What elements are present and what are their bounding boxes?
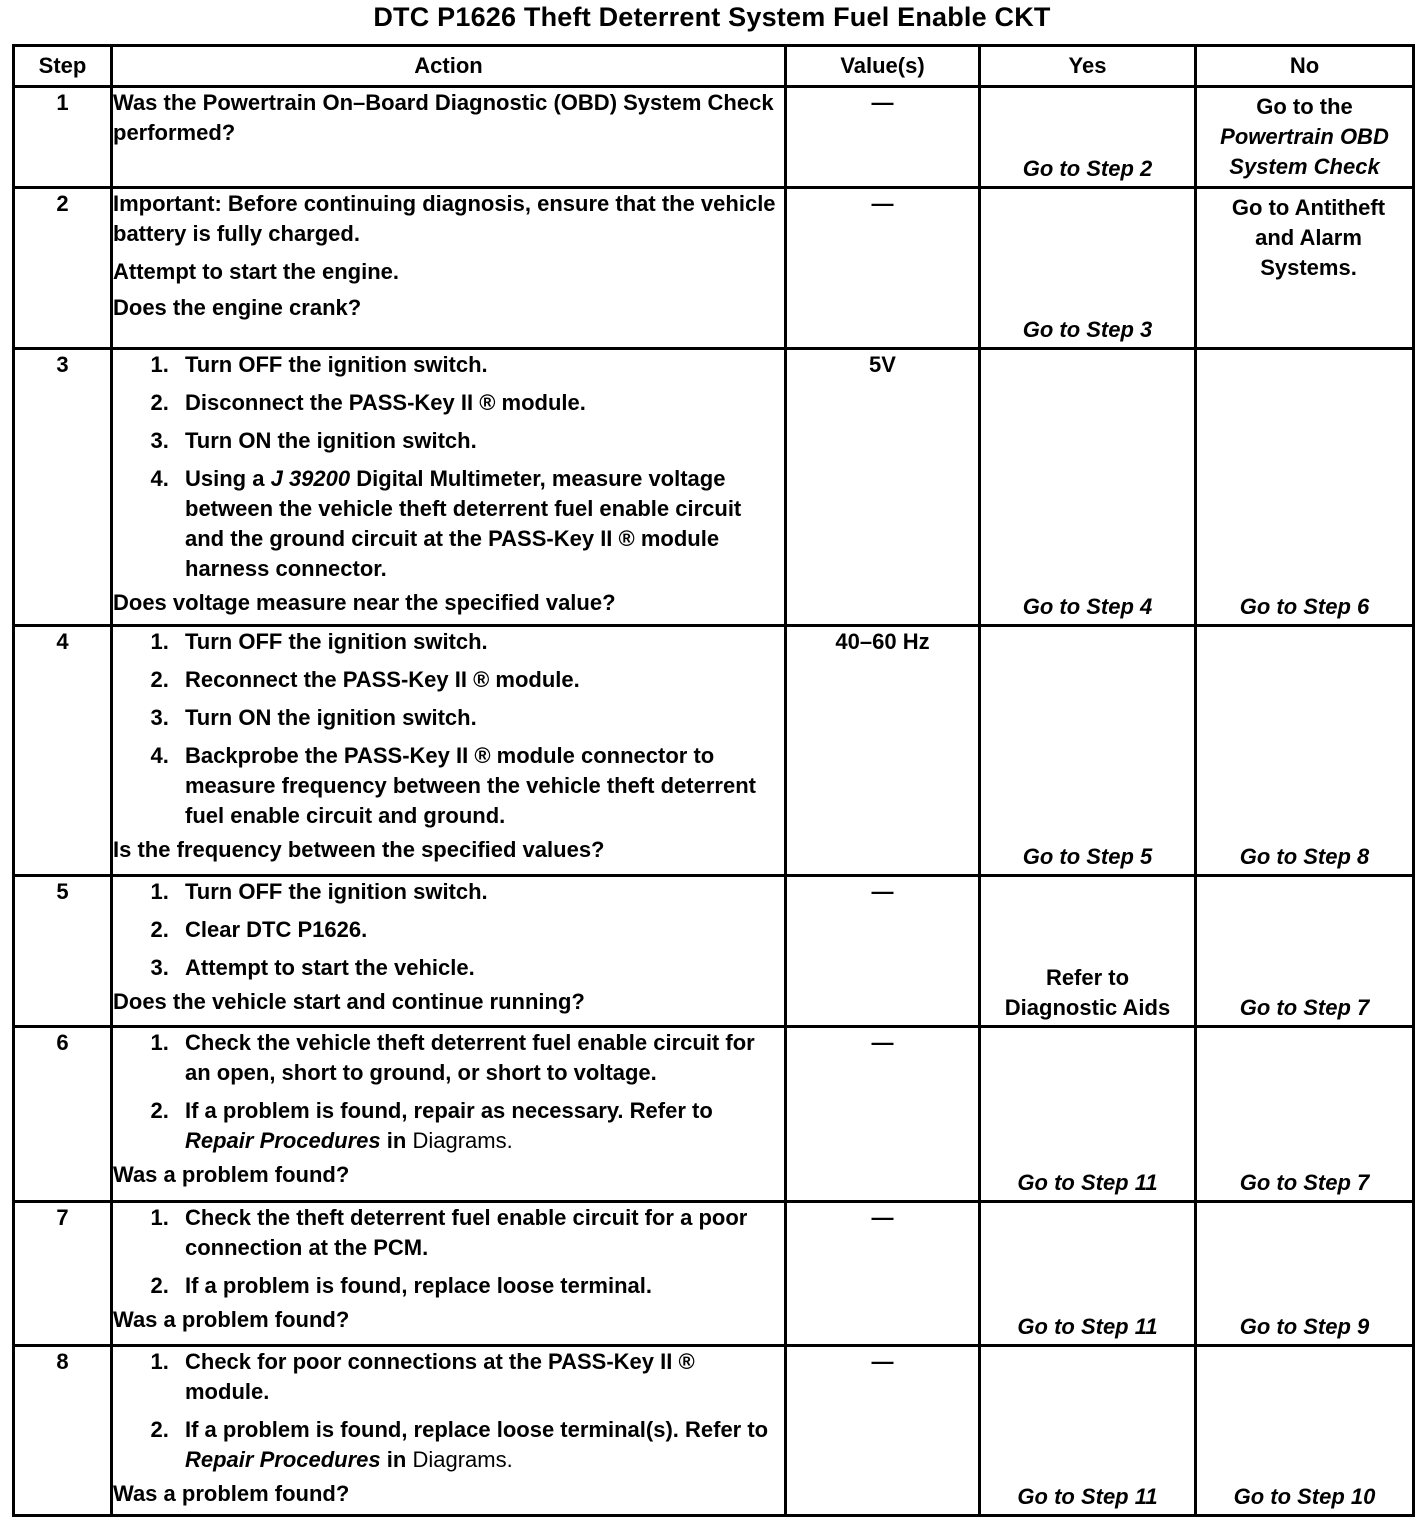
yes-cell <box>980 87 1196 188</box>
action-steps-list <box>113 1028 784 1156</box>
table-row <box>14 1202 1414 1346</box>
action-question: Was a problem found? <box>113 1307 350 1332</box>
yes-cell <box>980 876 1196 1027</box>
no-goto-link[interactable]: Go to Step 8 <box>1239 844 1370 869</box>
action-steps-list <box>113 350 784 584</box>
action-step: 1. Check the vehicle theft deterrent fuel enable circuit for an open, short to ground, or short to voltage. <box>175 1028 784 1088</box>
value-cell: — <box>786 1202 980 1346</box>
repair-procedures-reference: Repair Procedures <box>185 1447 381 1472</box>
value-cell: 5V <box>786 349 980 626</box>
yes-cell <box>980 1027 1196 1202</box>
col-header-value: Value(s) <box>786 46 980 87</box>
action-step-text: If a problem is found, replace loose terminal(s). Refer to <box>185 1417 769 1442</box>
yes-goto-link[interactable]: Go to Step 11 <box>1017 1484 1158 1509</box>
action-cell <box>112 1027 786 1202</box>
value-cell: — <box>786 876 980 1027</box>
yes-goto-link[interactable]: Go to Step 3 <box>1022 317 1153 342</box>
table-row <box>14 1027 1414 1202</box>
no-goto-link[interactable]: Go to Step 9 <box>1239 1314 1370 1339</box>
diagrams-reference: Diagrams. <box>412 1128 513 1153</box>
action-step: 3. Turn ON the ignition switch. <box>175 426 784 456</box>
no-goto-link[interactable]: Go to Step 6 <box>1239 594 1370 619</box>
action-question: Was a problem found? <box>113 1162 350 1187</box>
yes-cell <box>980 1202 1196 1346</box>
no-cell <box>1196 87 1414 188</box>
value-cell: 40–60 Hz <box>786 626 980 876</box>
no-goto-link[interactable]: Go to Step 10 <box>1233 1484 1376 1509</box>
no-text: Go to the <box>1256 94 1353 119</box>
value-cell: — <box>786 1346 980 1516</box>
diagrams-reference: Diagrams. <box>412 1447 513 1472</box>
step-number: 5 <box>14 876 112 1027</box>
table-row <box>14 87 1414 188</box>
action-question: Does the engine crank? <box>113 295 362 320</box>
action-step: 4. Backprobe the PASS-Key II ® module connector to measure frequency between the vehicle theft deterrent fuel enable circuit and ground. <box>175 741 784 831</box>
action-step-text: Using a <box>185 466 265 491</box>
action-cell <box>112 876 786 1027</box>
step-number: 4 <box>14 626 112 876</box>
action-cell <box>112 349 786 626</box>
yes-goto-link[interactable] <box>981 963 1194 1023</box>
yes-text: Refer to <box>1045 965 1130 990</box>
no-cell <box>1196 1202 1414 1346</box>
header-row <box>14 46 1414 87</box>
value-cell: — <box>786 1027 980 1202</box>
table-row <box>14 188 1414 349</box>
action-step <box>175 464 784 584</box>
yes-reference: Diagnostic Aids <box>1004 995 1171 1020</box>
action-steps-list <box>113 627 784 831</box>
action-steps-list <box>113 1203 784 1301</box>
action-step: 1. Check the theft deterrent fuel enable circuit for a poor connection at the PCM. <box>175 1203 784 1263</box>
tool-reference: J 39200 <box>270 466 351 491</box>
step-number: 8 <box>14 1346 112 1516</box>
action-step: 2. Clear DTC P1626. <box>175 915 784 945</box>
important-label: Important: <box>113 191 222 216</box>
no-cell <box>1196 1027 1414 1202</box>
action-step-text: in <box>386 1128 407 1153</box>
step-number: 2 <box>14 188 112 349</box>
action-step-text: Digital Multimeter, measure voltage between the vehicle theft deterrent fuel enable circuit and the ground circuit at the PASS-Key II ® module harness connector. <box>185 466 742 581</box>
action-step <box>175 1096 784 1156</box>
col-header-action: Action <box>112 46 786 87</box>
yes-goto-link[interactable]: Go to Step 11 <box>1017 1170 1158 1195</box>
step-number: 3 <box>14 349 112 626</box>
action-steps-list <box>113 1347 784 1475</box>
action-step: 2. Reconnect the PASS-Key II ® module. <box>175 665 784 695</box>
action-step: 2. Disconnect the PASS-Key II ® module. <box>175 388 784 418</box>
action-step-text: in <box>386 1447 407 1472</box>
step-number: 6 <box>14 1027 112 1202</box>
action-step-text: If a problem is found, repair as necessary. Refer to <box>185 1098 713 1123</box>
yes-goto-link[interactable]: Go to Step 4 <box>1022 594 1153 619</box>
action-step: 1. Turn OFF the ignition switch. <box>175 350 784 380</box>
no-cell <box>1196 1346 1414 1516</box>
action-question: Is the frequency between the specified values? <box>113 837 605 862</box>
action-step: 3. Attempt to start the vehicle. <box>175 953 784 983</box>
action-cell <box>112 1202 786 1346</box>
table-row <box>14 349 1414 626</box>
step-number: 7 <box>14 1202 112 1346</box>
table-row <box>14 626 1414 876</box>
action-step: 3. Turn ON the ignition switch. <box>175 703 784 733</box>
no-goto-link[interactable]: Go to Step 7 <box>1239 1170 1370 1195</box>
yes-cell <box>980 1346 1196 1516</box>
action-cell <box>112 1346 786 1516</box>
table-row <box>14 876 1414 1027</box>
action-question: Does the vehicle start and continue running? <box>113 989 585 1014</box>
action-line: Attempt to start the engine. <box>113 259 400 284</box>
action-cell <box>112 87 786 188</box>
action-step: 1. Check for poor connections at the PASS-Key II ® module. <box>175 1347 784 1407</box>
action-cell <box>112 188 786 349</box>
action-question: Does voltage measure near the specified value? <box>113 590 616 615</box>
action-step: 1. Turn OFF the ignition switch. <box>175 627 784 657</box>
value-cell: — <box>786 87 980 188</box>
page-title: DTC P1626 Theft Deterrent System Fuel Enable CKT <box>373 2 1051 32</box>
no-cell <box>1196 188 1414 349</box>
col-header-yes: Yes <box>980 46 1196 87</box>
step-number: 1 <box>14 87 112 188</box>
action-cell <box>112 626 786 876</box>
action-step <box>175 1415 784 1475</box>
yes-cell <box>980 626 1196 876</box>
action-step: 2. If a problem is found, replace loose terminal. <box>175 1271 784 1301</box>
repair-procedures-reference: Repair Procedures <box>185 1128 381 1153</box>
diagnostic-table <box>12 44 1415 1517</box>
action-question: Was the Powertrain On–Board Diagnostic (OBD) System Check performed? <box>113 90 774 145</box>
important-text: Before continuing diagnosis, ensure that the vehicle battery is fully charged. <box>113 191 776 246</box>
yes-goto-link[interactable]: Go to Step 5 <box>1022 844 1153 869</box>
col-header-no: No <box>1196 46 1414 87</box>
no-goto-link[interactable]: Go to Antitheft and Alarm Systems. <box>1231 195 1386 280</box>
action-question: Was a problem found? <box>113 1481 350 1506</box>
no-goto-link[interactable]: Powertrain OBD System Check <box>1220 124 1389 179</box>
no-goto-link[interactable]: Go to Step 7 <box>1239 995 1370 1020</box>
yes-cell <box>980 188 1196 349</box>
no-cell <box>1196 876 1414 1027</box>
col-header-step: Step <box>14 46 112 87</box>
yes-cell <box>980 349 1196 626</box>
action-step: 1. Turn OFF the ignition switch. <box>175 877 784 907</box>
yes-goto-link[interactable]: Go to Step 2 <box>1022 156 1153 181</box>
yes-goto-link[interactable]: Go to Step 11 <box>1017 1314 1158 1339</box>
action-steps-list <box>113 877 784 983</box>
no-cell <box>1196 626 1414 876</box>
no-cell <box>1196 349 1414 626</box>
value-cell: — <box>786 188 980 349</box>
table-row <box>14 1346 1414 1516</box>
